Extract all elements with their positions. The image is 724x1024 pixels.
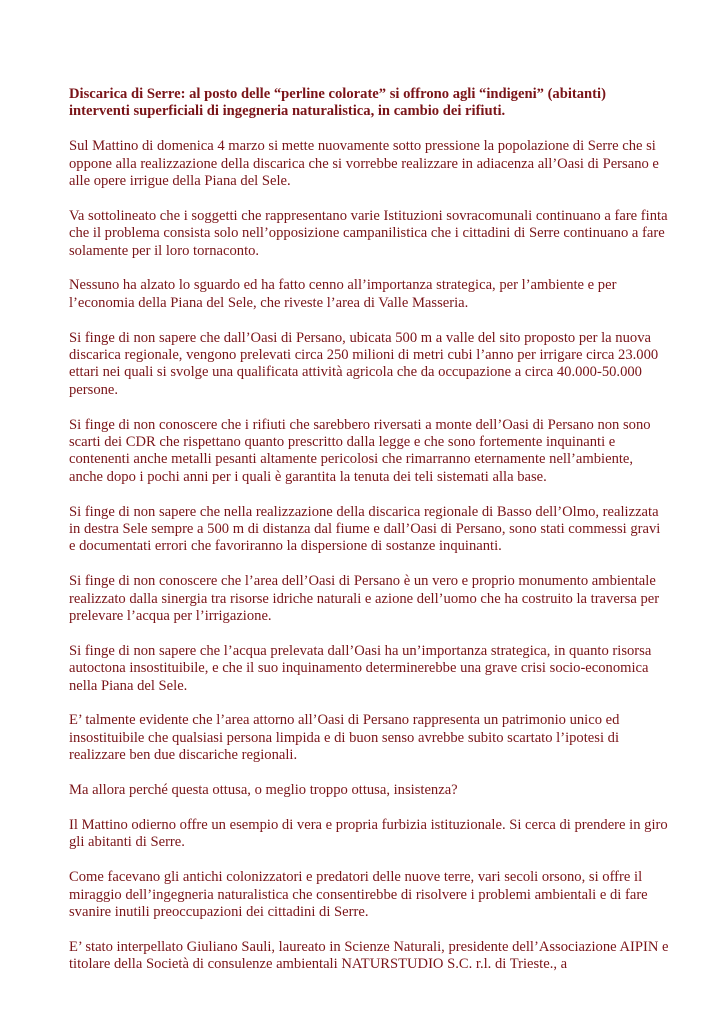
- paragraph: Si finge di non conoscere che i rifiuti che sarebbero riversati a monte dell’Oasi di Persano non sono scarti dei CDR che rispettano quanto prescritto dalla legge e che sono fortemente inquinanti e contenenti anche metalli pesanti altamente pericolosi che rimarranno eternamente nell’ambiente, anche dopo i pochi anni per i quali è garantita la tenuta dei teli sistemati alla base.: [69, 416, 651, 485]
- paragraph: E’ talmente evidente che l’area attorno all’Oasi di Persano rappresenta un patrimonio unico ed insostituibile che qualsiasi persona limpida e di buon senso avrebbe subito scartato l’ipotesi di realizzare ben due discariche regionali.: [69, 712, 620, 764]
- paragraph: Si finge di non conoscere che l’area dell’Oasi di Persano è un vero e proprio monumento ambientale realizzato dalla sinergia tra risorse idriche naturali e azione dell’uomo che ha costruito la traversa per prelevare l’acqua per l’irrigazione.: [69, 573, 660, 625]
- paragraph: Si finge di non sapere che dall’Oasi di Persano, ubicata 500 m a valle del sito proposto per la nuova discarica regionale, vengono prelevati circa 250 milioni di metri cubi l’anno per irrigare circa 23.000 ettari nei quali si svolge una qualificata attività agricola che da occupazione a circa 40.000-50.000 persone.: [69, 329, 659, 398]
- paragraph: Nessuno ha alzato lo sguardo ed ha fatto cenno all’importanza strategica, per l’ambiente e per l’economia della Piana del Sele, che riveste l’area di Valle Masseria.: [69, 277, 617, 311]
- paragraph: Ma allora perché questa ottusa, o meglio troppo ottusa, insistenza?: [69, 782, 458, 799]
- document-title: Discarica di Serre: al posto delle “perline colorate” si offrono agli “indigeni” (abitanti) interventi superficiali di ingegneria naturalistica, in cambio dei rifiuti.: [69, 86, 606, 120]
- paragraph: Il Mattino odierno offre un esempio di vera e propria furbizia istituzionale. Si cerca di prendere in giro gli abitanti di Serre.: [69, 816, 668, 851]
- paragraph: Sul Mattino di domenica 4 marzo si mette nuovamente sotto pressione la popolazione di Serre che si oppone alla realizzazione della discarica che si vorrebbe realizzare in adiacenza all’Oasi di Persano e alle opere irrigue della Piana del Sele.: [69, 138, 659, 190]
- paragraph: Si finge di non sapere che nella realizzazione della discarica regionale di Basso dell’Olmo, realizzata in destra Sele sempre a 500 m di distanza dal fiume e dall’Oasi di Persano, sono stati commessi gravi e documentati errori che favoriranno la dispersione di sostanze inquinanti.: [69, 503, 661, 555]
- paragraph: E’ stato interpellato Giuliano Sauli, laureato in Scienze Naturali, presidente dell’Associazione AIPIN e titolare della Società di consulenze ambientali NATURSTUDIO S.C. r.l. di Trieste., a: [69, 938, 669, 973]
- paragraph: Va sottolineato che i soggetti che rappresentano varie Istituzioni sovracomunali continuano a fare finta che il problema consista solo nell’opposizione campanilistica che i cittadini di Serre continuano a fare solamente per il loro tornaconto.: [69, 207, 668, 259]
- paragraph: Come facevano gli antichi colonizzatori e predatori delle nuove terre, vari secoli orsono, si offre il miraggio dell’ingegneria naturalistica che consentirebbe di risolvere i problemi ambientali e di fare svanire inutili preoccupazioni dei cittadini di Serre.: [69, 869, 648, 920]
- paragraph: Si finge di non sapere che l’acqua prelevata dall’Oasi ha un’importanza strategica, in quanto risorsa autoctona insostituibile, e che il suo inquinamento determinerebbe una grave crisi socio-economica nella Piana del Sele.: [69, 642, 652, 694]
- document-page: [69, 86, 669, 991]
